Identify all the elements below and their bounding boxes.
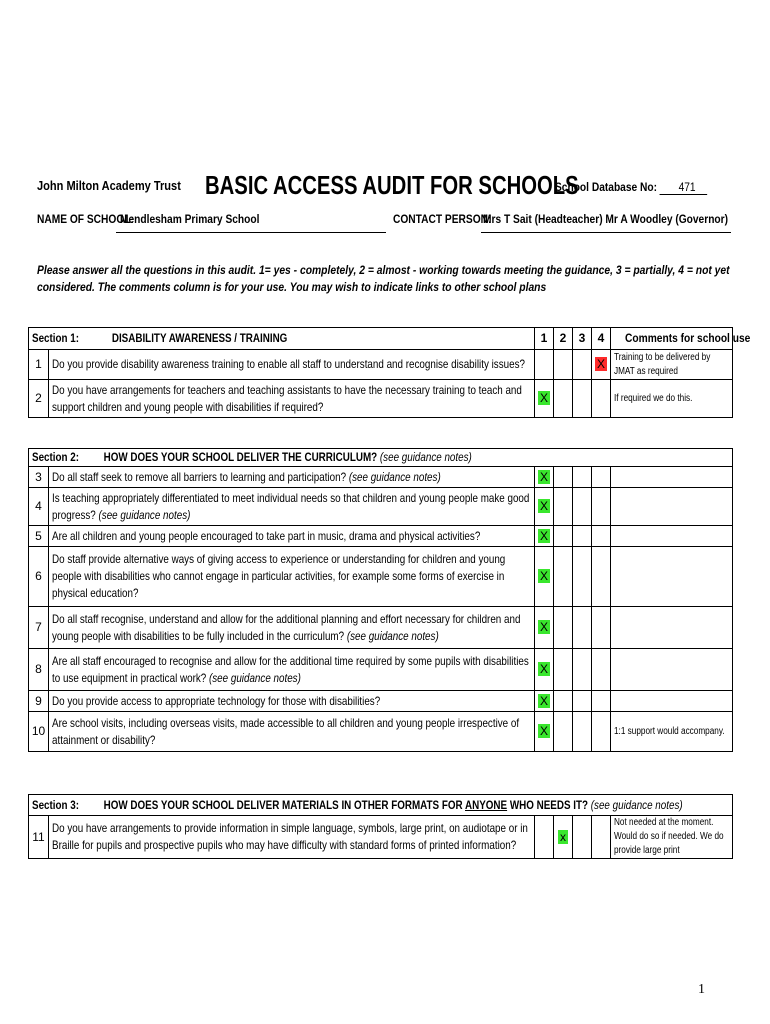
table-row [29,816,733,859]
section-3-header [29,795,733,816]
table-row [29,691,733,712]
section-3-label: Section 3: [32,797,80,812]
question-number: 10 [29,712,49,752]
question-number: 7 [29,607,49,649]
section-2-header [29,449,733,467]
question-text: Do you have arrangements to provide information in simple language, symbols, large print, on audiotape or in Braille for pupils and prospective pupils who may have difficulty with standard forms of printed information? [52,821,528,852]
question-text: Are all staff encouraged to recognise and allow for the additional time required by some pupils with disabilities to use equipment in practical work? [52,653,529,685]
section-3-table [28,794,733,859]
answer-mark: X [539,662,548,676]
answer-mark: X [539,569,548,583]
question-number: 5 [29,526,49,547]
question-text: Are school visits, including overseas visits, made accessible to all children and young people irrespective of attainment or disability? [52,715,520,747]
contact-person-value: Mrs T Sait (Headteacher) Mr A Woodley (Governor) [483,212,729,226]
question-number: 4 [29,488,49,526]
table-row [29,526,733,547]
answer-mark: X [539,693,548,708]
section-1-table [28,327,751,418]
question-text: Is teaching appropriately differentiated to meet individual needs so that children and young people make good progress? [52,490,530,522]
comment-text: Training to be delivered by JMAT as required [614,351,711,377]
column-1-header: 1 [535,328,554,350]
answer-mark: X [539,469,548,484]
answer-mark: x [560,829,566,844]
question-text: Do you provide disability awareness training to enable all staff to understand and recognise disability issues? [52,357,525,371]
answer-mark: X [597,357,606,371]
organisation-name: John Milton Academy Trust [37,178,181,193]
school-name-value: Mendlesham Primary School [120,212,260,226]
page-number: 1 [698,982,705,997]
question-number: 6 [29,547,49,607]
answer-mark: X [539,620,548,634]
comment-text: If required we do this. [614,392,693,404]
answer-mark: X [539,499,548,513]
table-row [29,712,733,752]
section-3-title-end: WHO NEEDS IT? [507,797,589,812]
section-2-table [28,448,733,752]
section-3-title: HOW DOES YOUR SCHOOL DELIVER MATERIALS IN OTHER FORMATS FOR [103,797,465,812]
table-row [29,350,733,380]
question-text: Do all staff recognise, understand and allow for the additional planning and effort necessary for children and young people with disabilities to be fully included in the curriculum? [52,611,521,643]
question-number: 9 [29,691,49,712]
column-2-header: 2 [554,328,573,350]
question-number: 11 [29,816,49,859]
question-text: Do you have arrangements for teachers and teaching assistants to have the necessary training to teach and support children and young people with disabilities if required? [52,382,522,414]
section-1-label: Section 1: [32,331,80,345]
answer-mark: X [539,724,548,738]
table-row [29,607,733,649]
school-database-value: 471 [660,180,708,195]
question-number: 1 [29,350,49,380]
guidance-note: (see guidance notes) [588,797,683,812]
comments-column-header: Comments for school use [625,331,751,345]
section-2-label: Section 2: [32,450,80,464]
answer-mark: X [540,391,549,405]
contact-person-underline [481,232,731,233]
table-row [29,380,733,418]
column-3-header: 3 [573,328,592,350]
section-3-title-emphasis: ANYONE [464,797,508,812]
answer-mark: X [539,528,548,543]
comment-text: 1:1 support would accompany. [614,725,725,737]
comment-text: Not needed at the moment. Would do so if needed. We do provide large print [614,817,724,856]
question-text: Do staff provide alternative ways of giving access to experience or understanding for children and young people with disabilities who cannot engage in particular activities, for example some forms of exercise in physical education? [52,552,506,600]
table-row [29,467,733,488]
guidance-note: (see guidance notes) [344,628,439,643]
school-database-field [555,180,707,194]
instructions-text: Please answer all the questions in this audit. 1= yes - completely, 2 = almost - working towards meeting the guidance, 3 = partially, 4 = not yet considered. The comments column is for your use. You may wish to indicate links to other school plans [37,263,730,294]
table-row [29,649,733,691]
table-row [29,547,733,607]
question-number: 3 [29,467,49,488]
section-1-header [29,328,733,350]
column-4-header: 4 [592,328,611,350]
section-1-title: DISABILITY AWARENESS / TRAINING [111,331,288,345]
school-database-label: School Database No: [555,180,658,194]
contact-person-label: CONTACT PERSON: [393,212,492,226]
guidance-note: (see guidance notes) [206,670,301,685]
question-text: Are all children and young people encouraged to take part in music, drama and physical activities? [52,528,481,543]
table-row [29,488,733,526]
guidance-note: (see guidance notes) [95,507,191,522]
section-2-title: HOW DOES YOUR SCHOOL DELIVER THE CURRICULUM? [103,450,378,464]
question-text: Do you provide access to appropriate technology for those with disabilities? [52,693,381,708]
guidance-note: (see guidance notes) [346,469,441,484]
school-name-label: NAME OF SCHOOL: [37,212,134,226]
question-number: 2 [29,380,49,418]
question-text: Do all staff seek to remove all barriers to learning and participation? [52,469,347,484]
question-number: 8 [29,649,49,691]
school-name-underline [116,232,386,233]
document-title: BASIC ACCESS AUDIT FOR SCHOOLS [205,170,579,200]
guidance-note: (see guidance notes) [377,450,472,464]
